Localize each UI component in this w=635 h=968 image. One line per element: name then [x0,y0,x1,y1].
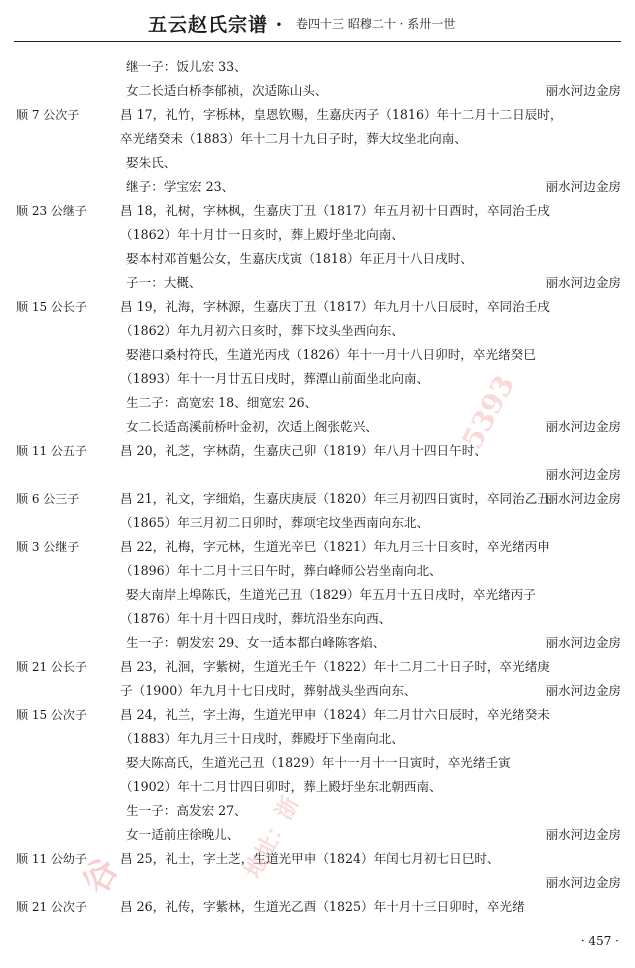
residence-label: 丽水河边金房 [545,635,621,650]
residence-label: 丽水河边金房 [545,491,621,506]
text-line: （1862）年十月廿一日亥时，葬上殿圩坐北向南、 [120,227,404,242]
lineage-label: 顺 6 公三子 [16,492,80,506]
text-line: 昌 21，礼文，字细焰，生嘉庆庚辰（1820）年三月初四日寅时，卒同治乙丑 [120,491,550,506]
text-line: 昌 23，礼洄，字紫树，生道光壬午（1822）年十二月二十日子时，卒光绪庚 [120,659,550,674]
lineage-label: 顺 21 公次子 [16,900,87,914]
text-line: 子（1900）年九月十七日戌时，葬射战头坐西向东、 [120,683,417,698]
lineage-label: 顺 7 公次子 [16,108,80,122]
lineage-label: 顺 15 公长子 [16,300,87,314]
text-line: 继子：学宝宏 23、 [126,179,235,194]
text-line: 昌 17，礼竹，字栎林，皇恩钦赐，生嘉庆丙子（1816）年十二月十二日辰时， [120,107,563,122]
text-line: 女二长适高溪前桥叶金初，次适上阁张乾兴、 [126,419,378,434]
text-line: 娶朱氏、 [126,155,177,170]
text-line: 生二子：高宽宏 18、细宽宏 26、 [126,395,318,410]
text-line: 昌 26，礼传，字紫林，生道光乙酉（1825）年十月十三日卯时，卒光绪 [120,899,525,914]
header-rule [14,41,621,42]
text-line: 生一子：高发宏 27、 [126,803,247,818]
lineage-label: 顺 21 公长子 [16,660,87,674]
residence-label: 丽水河边金房 [545,467,621,482]
text-line: 生一子：朝发宏 29、女一适本都白峰陈客焰、 [126,635,386,650]
lineage-label: 顺 11 公五子 [16,444,87,458]
text-line: （1893）年十一月廿五日戌时，葬潭山前面坐北向南、 [120,371,430,386]
watermark-text: 5393 [455,369,522,455]
text-line: 昌 25，礼士，字土芝，生道光甲申（1824）年闰七月初七日巳时、 [120,851,500,866]
residence-label: 丽水河边金房 [545,875,621,890]
watermark-text: 谷 [75,851,127,901]
text-line: （1883）年九月三十日戌时，葬殿圩下坐南向北、 [120,731,404,746]
text-line: 娶港口桑村符氏，生道光丙戌（1826）年十一月十八日卯时，卒光绪癸巳 [126,347,536,362]
text-line: 继一子：饭儿宏 33、 [126,59,247,74]
text-line: 娶大南岸上埠陈氏，生道光己丑（1829）年五月十五日戌时，卒光绪丙子 [126,587,536,602]
residence-label: 丽水河边金房 [545,83,621,98]
text-line: 昌 19，礼海，字林源，生嘉庆丁丑（1817）年九月十八日辰时，卒同治壬戌 [120,299,550,314]
text-line: 昌 18，礼树，字林枫，生嘉庆丁丑（1817）年五月初十日酉时，卒同治壬戌 [120,203,550,218]
text-line: （1862）年九月初六日亥时，葬下坟头坐西向东、 [120,323,404,338]
lineage-label: 顺 15 公次子 [16,708,87,722]
residence-label: 丽水河边金房 [545,179,621,194]
page-header [0,0,635,46]
text-line: 娶本村邓首魁公女，生嘉庆戊寅（1818）年正月十八日戌时、 [126,251,473,266]
text-line: （1902）年十二月廿四日卯时，葬上殿圩坐东北朝西南、 [120,779,442,794]
residence-label: 丽水河边金房 [545,275,621,290]
watermark-text: 地址：浙 [239,792,305,883]
text-line: 女二长适白桥李郁祯，次适陈山头、 [126,83,328,98]
text-line: 子一：大概、 [126,275,202,290]
genealogy-title: 五云赵氏宗谱 · [148,14,284,36]
text-line: 昌 20，礼芝，字林荫，生嘉庆己卯（1819）年八月十四日午时、 [120,443,487,458]
residence-label: 丽水河边金房 [545,419,621,434]
text-line: 娶大陈高氏，生道光己丑（1829）年十一月十一日寅时，卒光绪壬寅 [126,755,511,770]
lineage-label: 顺 23 公继子 [16,204,87,218]
residence-label: 丽水河边金房 [545,683,621,698]
lineage-label: 顺 11 公幼子 [16,852,87,866]
text-line: 卒光绪癸未（1883）年十二月十九日子时，葬大坟坐北向南、 [120,131,467,146]
text-line: 女一适前庄徐晚儿、 [126,827,240,842]
text-line: （1896）年十二月十三日午时，葬白峰师公岩坐南向北、 [120,563,442,578]
lineage-label: 顺 3 公继子 [16,540,80,554]
text-line: 昌 22，礼梅，字元林，生道光辛巳（1821）年九月三十日亥时，卒光绪丙申 [120,539,550,554]
text-line: （1865）年三月初二日卯时，葬项宅坟坐西南向东北、 [120,515,430,530]
volume-subtitle: 卷四十三 昭穆二十 · 系卅一世 [296,17,456,31]
text-line: 昌 24，礼兰，字土海，生道光甲申（1824）年二月廿六日辰时，卒光绪癸未 [120,707,550,722]
text-line: （1876）年十月十四日戌时，葬坑沿坐东向西、 [120,611,392,626]
residence-label: 丽水河边金房 [545,827,621,842]
page-number: · 457 · [580,934,619,948]
